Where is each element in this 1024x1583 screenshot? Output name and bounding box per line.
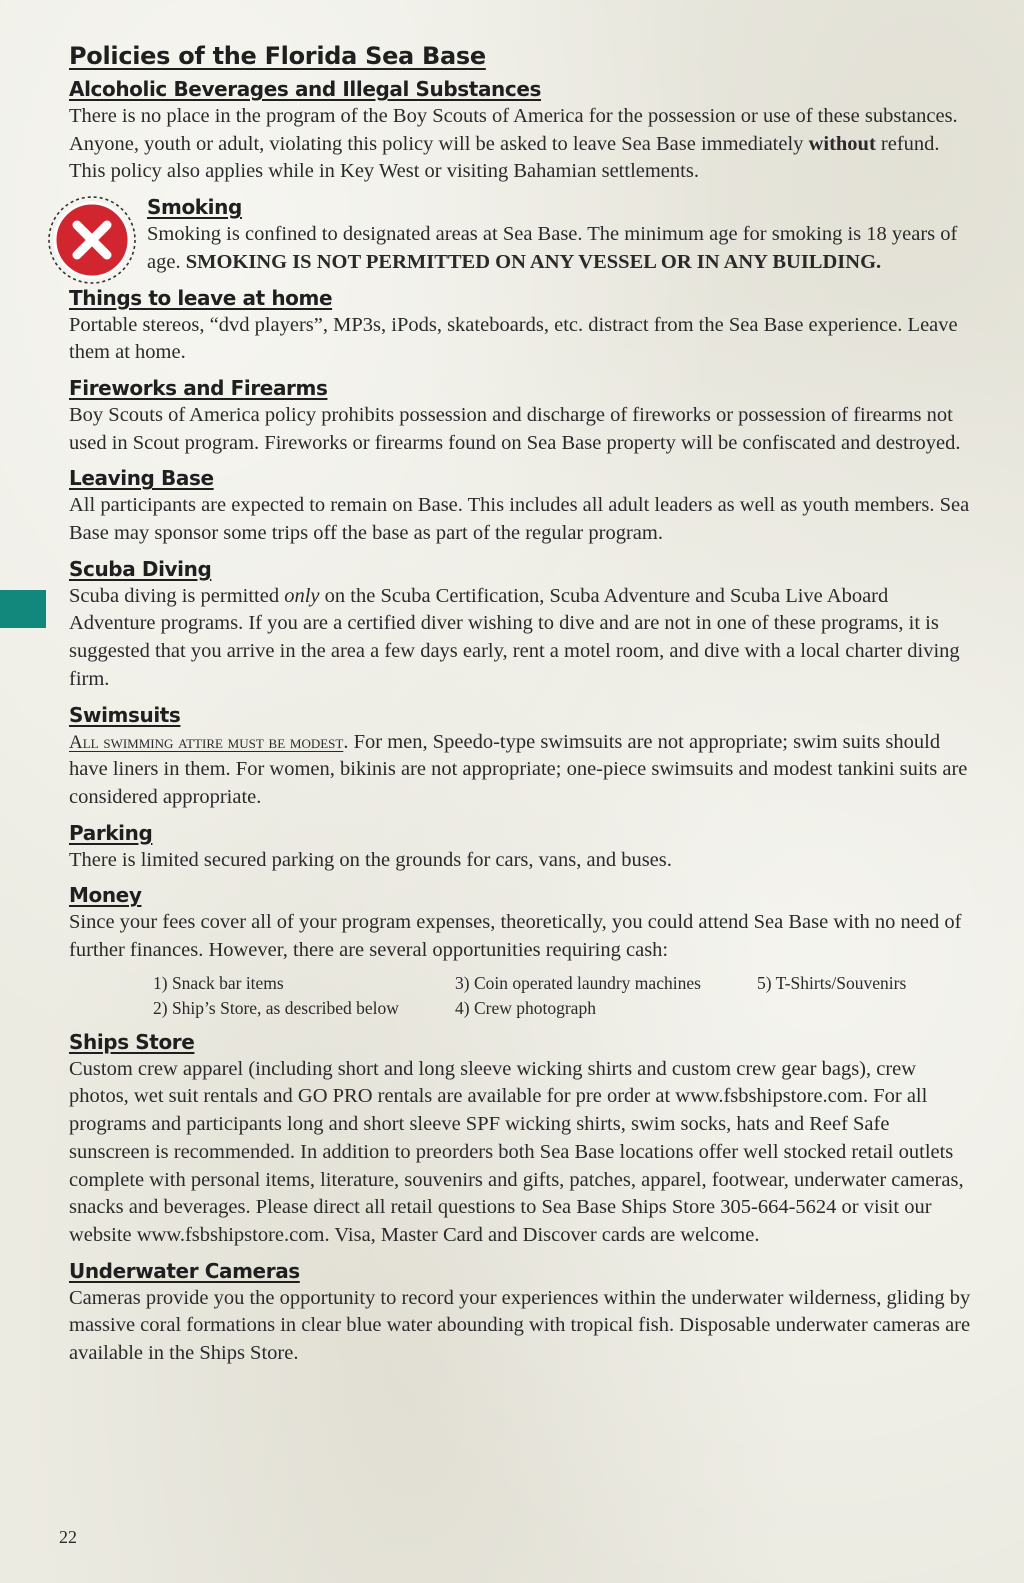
body-alcohol — [69, 103, 974, 186]
smoking-bold: SMOKING IS NOT PERMITTED ON ANY VESSEL OR IN ANY BUILDING. — [185, 250, 882, 273]
heading-parking: Parking — [69, 820, 153, 845]
alcohol-text-1: There is no place in the program of the Boy Scouts of America for the possession or use of these substances. Anyone, youth or adult, violating this policy will be asked to leave Sea Base immediately — [69, 105, 958, 155]
section-scuba — [69, 556, 974, 694]
heading-smoking: Smoking — [147, 195, 242, 220]
swimsuits-text: . For men, Speedo-type swimsuits are not appropriate; swim suits should have liners in them. For women, bikinis are not appropriate; one-piece swimsuits and modest tankini suits are considered appropriate. — [69, 730, 968, 808]
alcohol-bold: without — [808, 132, 876, 155]
section-swimsuits — [69, 702, 974, 812]
page-number: 22 — [59, 1527, 77, 1547]
body-ships-store: Custom crew apparel (including short and long sleeve wicking shirts and custom crew gear bags), crew photos, wet suit rentals and GO PRO rentals are available for pre order at www.fsbshipstore.com. For all programs and participants long and short sleeve SPF wicking shirts, swim socks, hats and Reef Safe sunscreen is recommended. In addition to preorders both Sea Base locations offer well stocked retail outlets complete with personal items, literature, souvenirs and gifts, patches, apparel, footwear, underwater cameras, snacks and beverages. Please direct all retail questions to Sea Base Ships Store 305-664-5624 or visit our website www.fsbshipstore.com. Visa, Master Card and Discover cards are welcome. — [69, 1057, 964, 1246]
body-money: Since your fees cover all of your program expenses, theoretically, you could attend Sea Base with no need of further finances. However, there are several opportunities requiring cash: — [69, 911, 962, 962]
scuba-text-2: on the Scuba Certification, Scuba Adventure and Scuba Live Aboard Adventure programs. If you are a certified diver wishing to dive and are not in one of these programs, it is suggested that you arrive in the area a few days early, rent a motel room, and dive with a local charter diving firm. — [69, 584, 960, 690]
heading-cameras: Underwater Cameras — [69, 1258, 300, 1283]
heading-swimsuits: Swimsuits — [69, 702, 181, 727]
heading-scuba: Scuba Diving — [69, 556, 212, 581]
list-item: 1) Snack bar items — [153, 972, 284, 993]
body-swimsuits — [69, 729, 974, 812]
heading-leave-home: Things to leave at home — [69, 285, 333, 310]
list-item: 2) Ship’s Store, as described below — [153, 997, 399, 1018]
smoking-text: Smoking is confined to designated areas at Sea Base. The minimum age for smoking is 18 years of age. — [147, 223, 958, 273]
list-item: 3) Coin operated laundry machines — [455, 972, 701, 993]
heading-leaving-base: Leaving Base — [69, 466, 214, 491]
body-leaving-base: All participants are expected to remain on Base. This includes all adult leaders as well as youth members. Sea Base may sponsor some trips off the base as part of the regular program. — [69, 494, 970, 545]
heading-fireworks: Fireworks and Firearms — [69, 375, 328, 400]
scuba-italic: only — [284, 584, 320, 607]
section-leaving-base — [69, 465, 974, 547]
page-title: Policies of the Florida Sea Base — [69, 42, 486, 70]
policies-page — [69, 40, 974, 1376]
section-leave-home — [69, 285, 974, 367]
section-money — [69, 882, 974, 1020]
section-parking — [69, 820, 974, 875]
section-smoking — [69, 194, 974, 276]
body-cameras: Cameras provide you the opportunity to record your experiences within the underwater wilderness, gliding by massive coral formations in clear blue water abounding with tropical fish. Disposable underwater cameras are available in the Ships Store. — [69, 1286, 971, 1365]
list-item: 4) Crew photograph — [455, 997, 596, 1018]
section-tab-marker — [0, 590, 46, 628]
section-ships-store — [69, 1029, 974, 1250]
body-leave-home: Portable stereos, “dvd players”, MP3s, iPods, skateboards, etc. distract from the Sea Base experience. Leave them at home. — [69, 313, 958, 364]
heading-money: Money — [69, 883, 142, 908]
section-cameras — [69, 1258, 974, 1368]
money-list — [153, 971, 974, 1021]
list-item: 5) T-Shirts/Souvenirs — [757, 972, 907, 993]
heading-ships-store: Ships Store — [69, 1029, 195, 1054]
section-fireworks — [69, 375, 974, 457]
body-fireworks: Boy Scouts of America policy prohibits possession and discharge of fireworks or possession of firearms not used in Scout program. Fireworks or firearms found on Sea Base property will be confiscated and destroyed. — [69, 403, 961, 454]
heading-alcohol: Alcoholic Beverages and Illegal Substances — [69, 77, 541, 101]
body-smoking — [147, 221, 974, 276]
section-alcohol — [69, 76, 974, 186]
scuba-text-1: Scuba diving is permitted — [69, 584, 285, 607]
body-scuba — [69, 583, 974, 694]
alcohol-text-2: refund. This policy also applies while in Key West or visiting Bahamian settlements. — [69, 132, 940, 183]
swimsuits-lead: All swimming attire must be modest — [69, 731, 344, 753]
no-smoking-x-icon — [46, 194, 138, 286]
body-parking: There is limited secured parking on the grounds for cars, vans, and buses. — [69, 848, 672, 871]
